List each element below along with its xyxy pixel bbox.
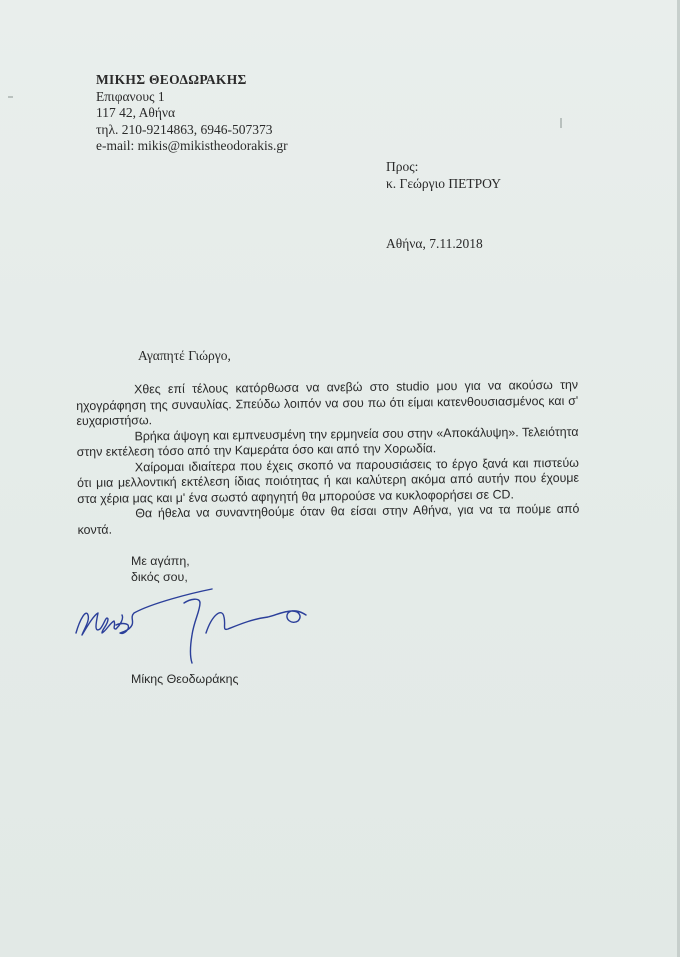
body-paragraph-1: Χθες επί τέλους κατόρθωσα να ανεβώ στο studio μου για να ακούσω την ηχογράφηση της συναυλίας. Σπεύδω λοιπόν να σου πω ότι είμαι κατενθουσιασμένος και σ' ευχαριστήσω. bbox=[76, 377, 579, 428]
signature-stroke bbox=[76, 589, 212, 635]
paper-speck bbox=[8, 96, 13, 98]
body-paragraph-3: Χαίρομαι ιδιαίτερα που έχεις σκοπό να παρουσιάσεις το έργο ξανά και πιστεύω ότι μια μελλοντική εκτέλεση ίδιας ποιότητας ή και καλύτερη ακόμα από αυτήν που έχουμε στα χέρια μας και μ' ένα σωστό αφηγητή θα μπορούσε να κυκλοφορήσει σε CD. bbox=[76, 455, 580, 506]
signature-stroke bbox=[206, 611, 306, 633]
handwritten-signature bbox=[72, 585, 312, 665]
recipient-block bbox=[386, 158, 501, 192]
closing-line-2: δικός σου, bbox=[131, 569, 188, 584]
paper-speck bbox=[560, 118, 562, 128]
signature-stroke bbox=[184, 599, 200, 663]
body-paragraph-2: Βρήκα άψογη και εμπνευσμένη την ερμηνεία σου στην «Αποκάλυψη». Τελειότητα στην εκτέλεση τόσο από την Καμεράτα όσο και από την Χορωδία. bbox=[76, 424, 579, 459]
closing-line-1: Με αγάπη, bbox=[131, 554, 190, 568]
sender-address-line1: Επιφανους 1 bbox=[96, 88, 165, 104]
recipient-name: κ. Γεώργιο ΠΕΤΡΟΥ bbox=[386, 176, 501, 191]
sender-block bbox=[96, 72, 288, 155]
closing-block bbox=[131, 554, 190, 585]
recipient-label: Προς: bbox=[386, 159, 419, 174]
printed-name: Μίκης Θεοδωράκης bbox=[131, 672, 239, 686]
sender-name: ΜΙΚΗΣ ΘΕΟΔΩΡΑΚΗΣ bbox=[96, 72, 247, 87]
letter-date: Αθήνα, 7.11.2018 bbox=[386, 236, 483, 251]
body-paragraph-4: Θα ήθελα να συναντηθούμε όταν θα είσαι στην Αθήνα, για να τα πούμε από κοντά. bbox=[77, 501, 580, 537]
sender-email: e-mail: mikis@mikistheodorakis.gr bbox=[96, 138, 288, 153]
sender-address-line2: 117 42, Αθήνα bbox=[96, 105, 176, 120]
sender-phone: τηλ. 210-9214863, 6946-507373 bbox=[96, 121, 273, 137]
salutation: Αγαπητέ Γιώργο, bbox=[138, 348, 231, 363]
letter-body bbox=[76, 378, 580, 538]
